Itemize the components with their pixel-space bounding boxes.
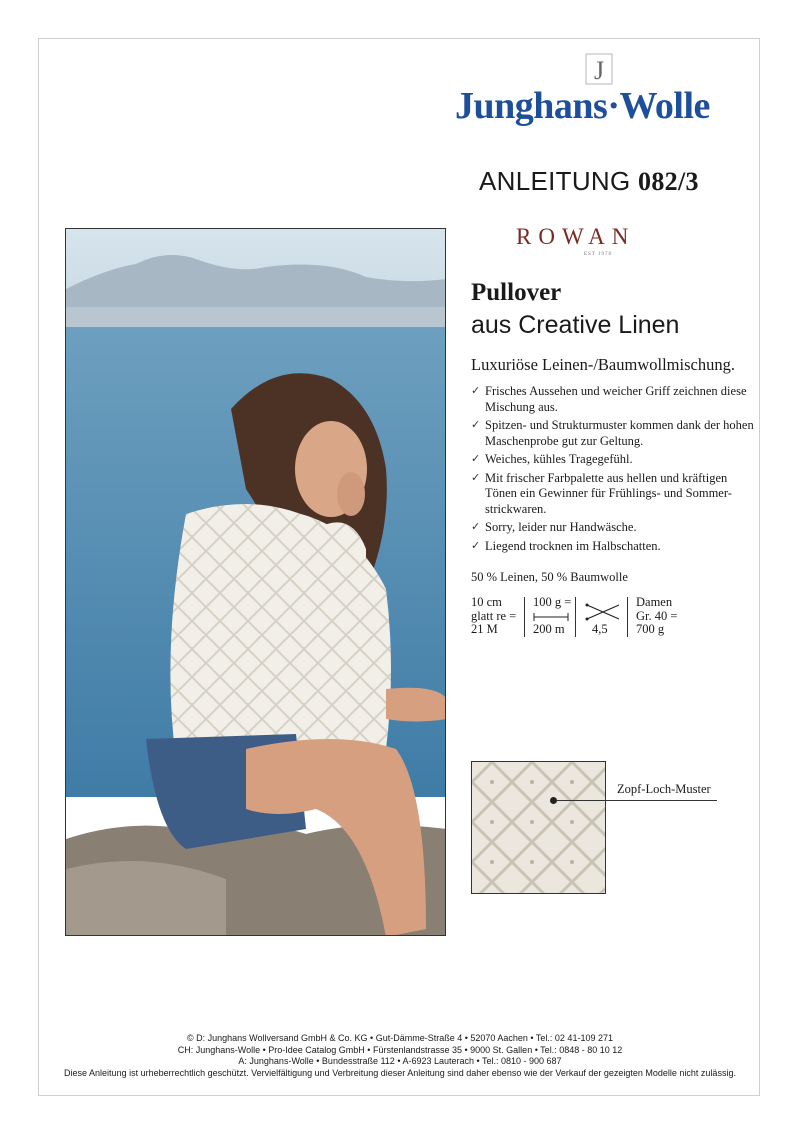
check-icon: ✓ (471, 419, 481, 431)
size-info: Damen Gr. 40 = 700 g (636, 595, 678, 636)
product-title: Pullover (471, 279, 562, 306)
knitting-needles-icon (585, 602, 621, 622)
model-photo (65, 228, 446, 936)
instruction-heading (479, 166, 699, 197)
list-item: ✓ Liegend trocknen im Halbschatten. (471, 538, 661, 553)
brand-name: Junghans·Wolle (455, 85, 710, 127)
divider (524, 597, 525, 637)
needle-size: 4,5 (592, 622, 608, 636)
junghans-logo-icon (584, 52, 614, 86)
divider (627, 597, 628, 637)
swatch-label: Zopf-Loch-Muster (617, 782, 711, 796)
gauge-info: 10 cm glatt re = 21 M (471, 595, 517, 636)
list-item: ✓ Frisches Aussehen und weicher Griff zeichnen diese Mischung aus. (471, 384, 747, 414)
material-info: 50 % Leinen, 50 % Baumwolle (471, 570, 628, 584)
instruction-prefix: ANLEITUNG (479, 166, 631, 196)
list-item: ✓ Sorry, leider nur Handwäsche. (471, 520, 637, 534)
product-subtitle: aus Creative Linen (471, 311, 680, 339)
list-item: ✓ Spitzen- und Strukturmuster kommen dank der hohen Maschenprobe gut zur Geltung. (471, 418, 754, 448)
feature-list (471, 384, 761, 557)
footer-line: Diese Anleitung ist urheberrechtlich geschützt. Vervielfältigung und Verbreitung dieser Anleitung sind daher ebenso wie der Verkauf der gezeigten Modelle nicht zulässig. (64, 1067, 736, 1078)
footer-line: CH: Junghans-Wolle • Pro-Idee Catalog GmbH • Fürstenlandstrasse 35 • 9000 St. Gallen • Tel.: 0848 - 80 10 12 (177, 1044, 623, 1055)
footer-line: A: Junghans-Wolle • Bundesstraße 112 • A-6923 Lauterach • Tel.: 0810 - 900 687 (238, 1056, 562, 1066)
footer-line: © D: Junghans Wollversand GmbH & Co. KG • Gut-Dämme-Straße 4 • 52070 Aachen • Tel.: 02 41-109 271 (187, 1033, 613, 1043)
swatch-marker (550, 797, 557, 804)
measure-arrow-icon (533, 610, 571, 624)
check-icon: ✓ (471, 471, 481, 484)
logo-letter: J (593, 56, 605, 85)
pattern-swatch-photo (471, 761, 606, 894)
divider (575, 597, 576, 637)
instruction-number: 082/3 (638, 167, 699, 196)
check-icon: ✓ (471, 385, 481, 397)
check-icon: ✓ (471, 453, 481, 465)
list-item: ✓ Weiches, kühles Tragegefühl. (471, 452, 633, 466)
footer (40, 1033, 760, 1079)
list-item: ✓ Mit frischer Farbpalette aus hellen und kräftigen Tönen ein Gewinner für Frühlings- und Sommer-strickwaren. (471, 470, 732, 516)
check-icon: ✓ (471, 539, 481, 552)
specs-block (471, 596, 731, 641)
swatch-leader-line (557, 800, 717, 801)
rowan-logo: ROWAN (516, 224, 636, 249)
yardage-info: 100 g = 200 m (533, 595, 572, 636)
rowan-sub: EST 1978 (584, 252, 613, 257)
product-tagline: Luxuriöse Leinen-/Baumwollmischung. (471, 355, 735, 374)
check-icon: ✓ (471, 521, 481, 533)
